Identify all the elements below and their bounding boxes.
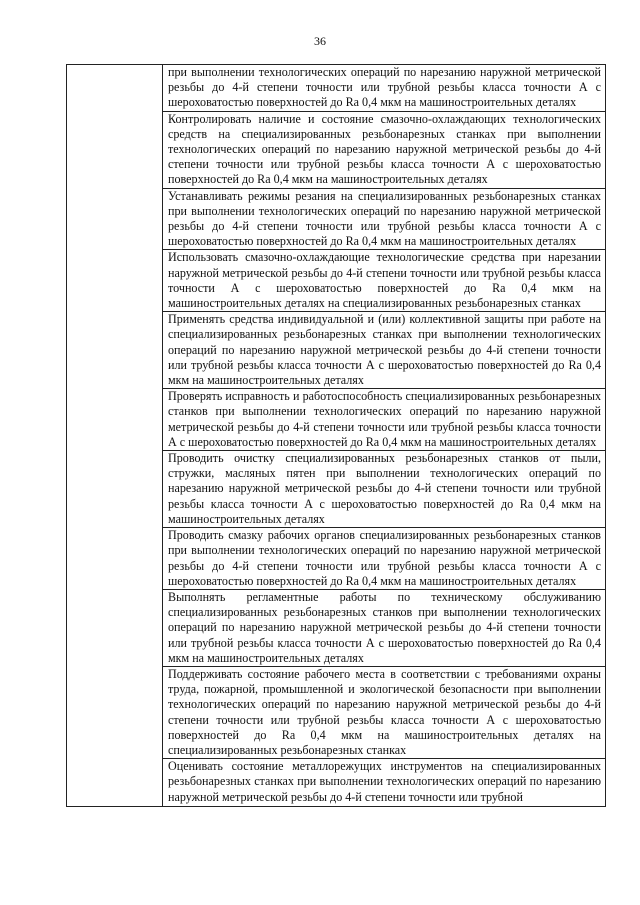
table-row	[67, 65, 606, 112]
table-cell	[163, 65, 606, 112]
table-cell	[163, 389, 606, 451]
row-text: при выполнении технологических операций по нарезанию наружной метрической резьбы до 4-й степени точности или трубной резьбы класса точности А с шероховатостью поверхностей до Ra 0,4 мкм на машиностроительных деталях	[168, 65, 601, 110]
row-text: Поддерживать состояние рабочего места в соответствии с требованиями охраны труда, пожарной, промышленной и экологической безопасности при выполнении технологических операций по нарезанию наружной метрической резьбы до 4-й степени точности или трубной резьбы класса точности А с шероховатостью поверхностей до Ra 0,4 мкм на машиностроительных деталях на специализированных резьбонарезных станках	[168, 666, 601, 757]
table-cell	[163, 111, 606, 188]
table-cell	[163, 451, 606, 528]
row-text: Проверять исправность и работоспособность специализированных резьбонарезных станков при выполнении технологических операций по нарезанию наружной метрической резьбы до 4-й степени точности или трубной резьбы класса точности А с шероховатостью поверхностей до Ra 0,4 мкм на машиностроительных деталях	[168, 389, 601, 449]
table-cell	[163, 250, 606, 312]
page-number: 36	[314, 34, 326, 48]
table-cell	[163, 666, 606, 758]
row-text: Устанавливать режимы резания на специализированных резьбонарезных станках при выполнении технологических операций по нарезанию наружной метрической резьбы до 4-й степени точности или трубной резьбы класса точности А с шероховатостью поверхностей до Ra 0,4 мкм на машиностроительных деталях	[168, 188, 601, 249]
row-text: Контролировать наличие и состояние смазочно-охлаждающих технологических средств на специализированных резьбонарезных станках при выполнении технологических операций по нарезанию наружной метрической резьбы до 4-й степени точности или трубной резьбы класса точности А с шероховатостью поверхностей до Ra 0,4 мкм на машиностроительных деталях	[168, 111, 601, 187]
row-text: Оценивать состояние металлорежущих инструментов на специализированных резьбонарезных станках при выполнении технологических операций по нарезанию наружной метрической резьбы до 4-й степени точности или трубной	[168, 759, 601, 804]
table-cell	[163, 188, 606, 250]
row-text: Проводить смазку рабочих органов специализированных резьбонарезных станков при выполнении технологических операций по нарезанию наружной метрической резьбы до 4-й степени точности или трубной резьбы класса точности А с шероховатостью поверхностей до Ra 0,4 мкм на машиностроительных деталях	[168, 528, 601, 588]
row-text: Проводить очистку специализированных резьбонарезных станков от пыли, стружки, масляных пятен при выполнении технологических операций по нарезанию наружной метрической резьбы до 4-й степени точности или трубной резьбы класса точности А с шероховатостью поверхностей до Ra 0,4 мкм на машиностроительных деталях	[168, 451, 601, 526]
table-cell	[163, 759, 606, 807]
row-text: Применять средства индивидуальной и (или) коллективной защиты при работе на специализированных резьбонарезных станках при выполнении технологических операций по нарезанию наружной метрической резьбы до 4-й степени точности или трубной резьбы класса точности А с шероховатостью поверхностей до Ra 0,4 мкм на машиностроительных деталях	[168, 312, 601, 388]
requirements-table	[66, 64, 606, 807]
table-cell	[163, 589, 606, 666]
row-text: Использовать смазочно-охлаждающие технологические средства при нарезании наружной метрической резьбы до 4-й степени точности или трубной резьбы класса точности А с шероховатостью поверхностей до Ra 0,4 мкм на машиностроительных деталях на специализированных резьбонарезных станках	[168, 250, 601, 311]
table-cell	[163, 312, 606, 389]
table-cell	[163, 528, 606, 590]
row-text: Выполнять регламентные работы по техническому обслуживанию специализированных резьбонарезных станков при выполнении технологических операций по нарезанию наружной метрической резьбы до 4-й степени точности или трубной резьбы класса точности А с шероховатостью поверхностей до Ra 0,4 мкм на машиностроительных деталях	[168, 589, 601, 665]
left-column-cell	[67, 65, 163, 807]
